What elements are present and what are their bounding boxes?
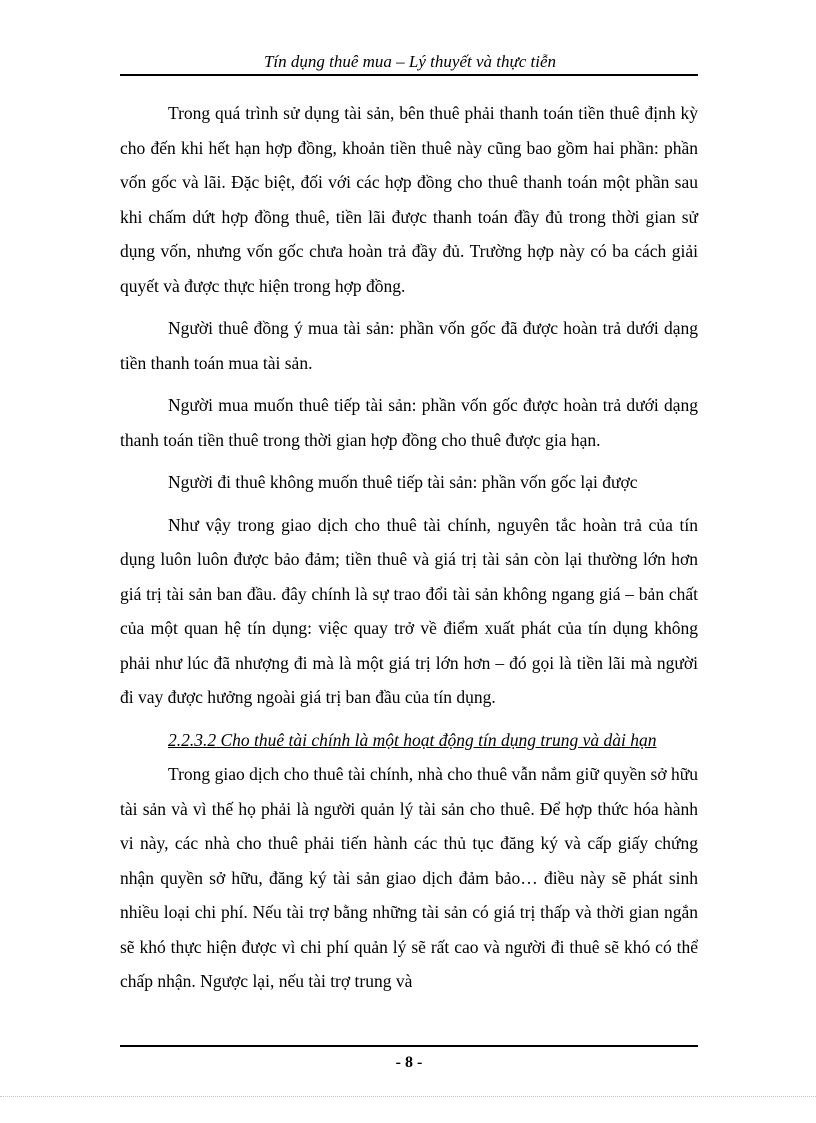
paragraph-section-body: Trong giao dịch cho thuê tài chính, nhà cho thuê vẫn nắm giữ quyền sở hữu tài sản và vì thế họ phải là người quản lý tài sản cho thuê. Để hợp thức hóa hành vi này, các nhà cho thuê phải tiến hành các thủ tục đăng ký và cấp giấy chứng nhận quyền sở hữu, đăng ký tài sản giao dịch đảm bảo… điều này sẽ phát sinh nhiều loại chi phí. Nếu tài trợ bằng những tài sản có giá trị thấp và thời gian ngắn sẽ khó thực hiện được vì chi phí quản lý sẽ rất cao và người đi thuê sẽ khó có thể chấp nhận. Ngược lại, nếu tài trợ trung và [120, 764, 698, 991]
footer-rule [120, 1045, 698, 1047]
page-header-title: Tín dụng thuê mua – Lý thuyết và thực tiễn [263, 52, 557, 71]
section-number: 2.2.3.2 [168, 729, 217, 750]
page-number: - 8 - [395, 1054, 423, 1071]
paragraph-credit-principle: Như vậy trong giao dịch cho thuê tài chính, nguyên tắc hoàn trả của tín dụng luôn luôn được bảo đảm; tiền thuê và giá trị tài sản còn lại thường lớn hơn giá trị tài sản ban đầu. đây chính là sự trao đổi tài sản không ngang giá – bản chất của một quan hệ tín dụng: việc quay trở về điểm xuất phát của tín dụng không phải như lúc đã nhượng đi mà là một giá trị lớn hơn – đó gọi là tiền lãi mà người đi vay được hưởng ngoài giá trị ban đầu của tín dụng. [120, 514, 698, 707]
paragraph-option-buy: Người thuê đồng ý mua tài sản: phần vốn gốc đã được hoàn trả dưới dạng tiền thanh toán mua tài sản. [120, 318, 698, 373]
section-heading [120, 723, 698, 758]
paragraph-repayment: Trong quá trình sử dụng tài sản, bên thuê phải thanh toán tiền thuê định kỳ cho đến khi hết hạn hợp đồng, khoản tiền thuê này cũng bao gồm hai phần: phần vốn gốc và lãi. Đặc biệt, đối với các hợp đồng cho thuê thanh toán một phần sau khi chấm dứt hợp đồng thuê, tiền lãi được thanh toán đầy đủ trong thời gian sử dụng vốn, nhưng vốn gốc chưa hoàn trả đầy đủ. Trường hợp này có ba cách giải quyết và được thực hiện trong hợp đồng. [120, 103, 698, 296]
paragraph-option-extend: Người mua muốn thuê tiếp tài sản: phần vốn gốc được hoàn trả dưới dạng thanh toán tiền thuê trong thời gian hợp đồng cho thuê được gia hạn. [120, 395, 698, 450]
section-title: Cho thuê tài chính là một hoạt động tín dụng trung và dài hạn [220, 729, 657, 750]
page-edge-dotted-line [0, 1096, 816, 1097]
paragraph-option-return: Người đi thuê không muốn thuê tiếp tài sản: phần vốn gốc lại được [168, 472, 638, 492]
document-body [120, 96, 698, 999]
header-rule [120, 74, 698, 76]
